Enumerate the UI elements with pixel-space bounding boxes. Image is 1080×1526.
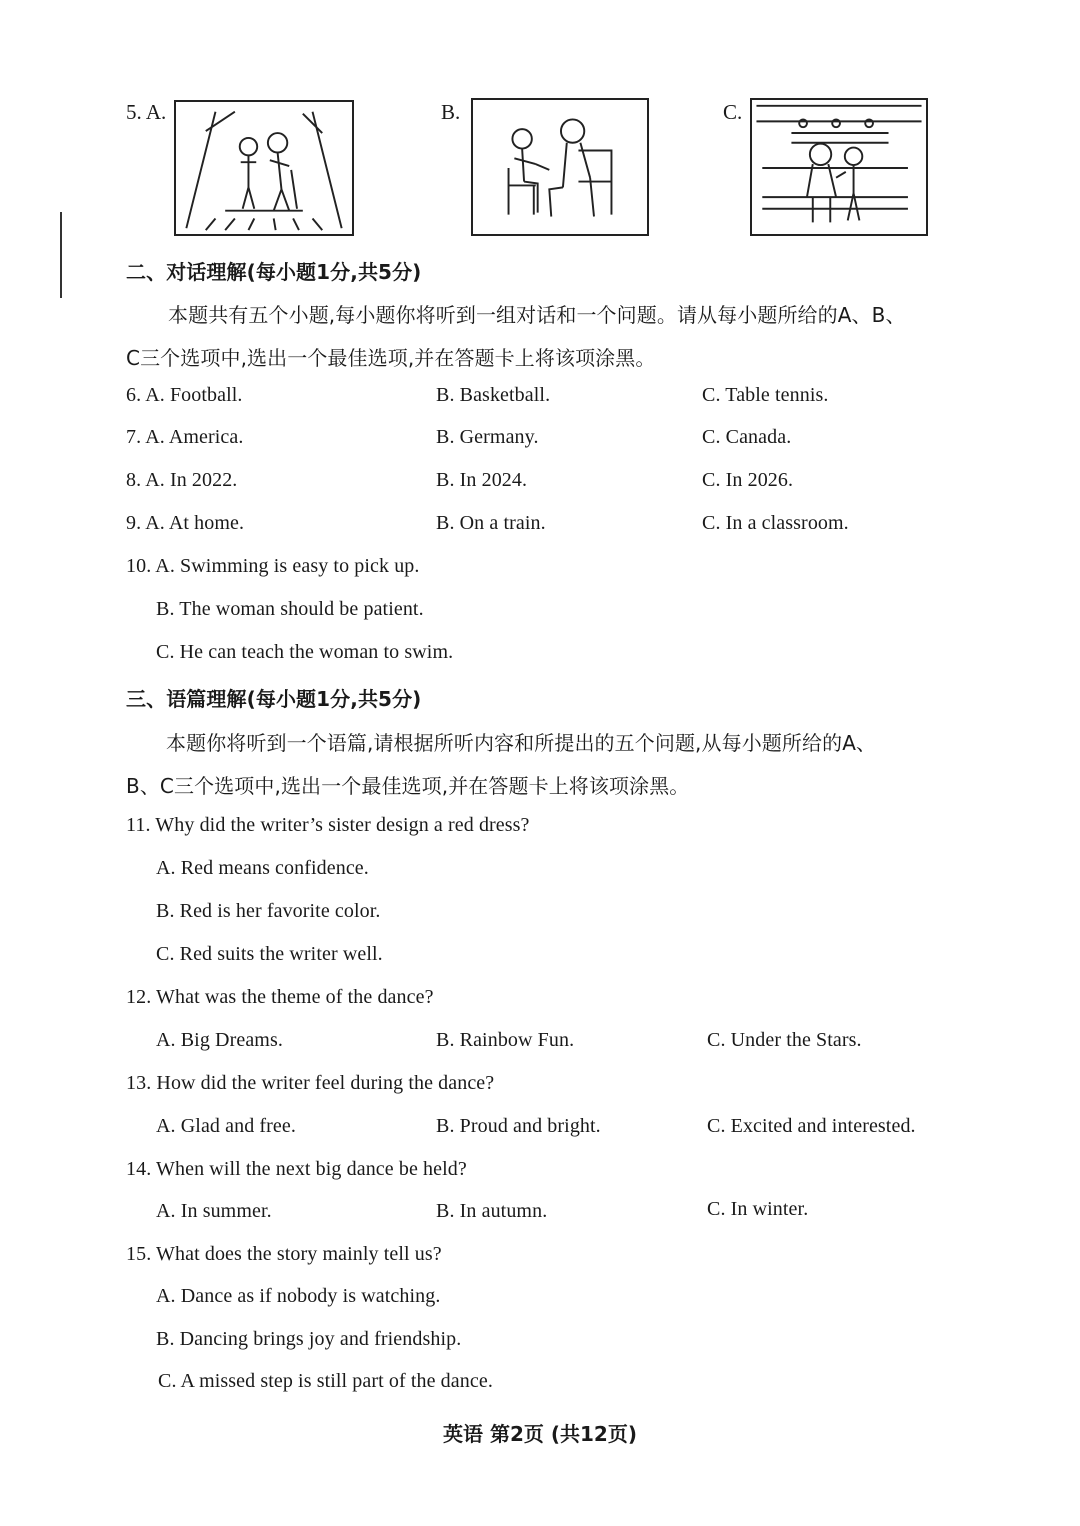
page-footer: 英语 第2页 (共12页) — [443, 1422, 637, 1446]
q11-stem: 11. Why did the writer’s sister design a red dress? — [126, 814, 530, 836]
crosswalk-helping-elderly-picture[interactable] — [174, 100, 354, 236]
q9-option-c[interactable]: C. In a classroom. — [702, 512, 849, 534]
q5-option-c-label: C. — [723, 100, 743, 124]
q13-option-a[interactable]: A. Glad and free. — [156, 1115, 296, 1137]
q11-option-a[interactable]: A. Red means confidence. — [156, 857, 369, 879]
q12-option-b[interactable]: B. Rainbow Fun. — [436, 1029, 575, 1051]
q11-option-c[interactable]: C. Red suits the writer well. — [156, 943, 383, 965]
q6-option-c[interactable]: C. Table tennis. — [702, 384, 829, 406]
q10-option-a[interactable]: 10. A. Swimming is easy to pick up. — [126, 555, 420, 577]
q15-option-b[interactable]: B. Dancing brings joy and friendship. — [156, 1328, 462, 1350]
margin-line — [60, 212, 62, 298]
giving-seat-on-bus-picture[interactable] — [750, 98, 928, 236]
q15-stem: 15. What does the story mainly tell us? — [126, 1243, 442, 1265]
section2-header: 二、对话理解(每小题1分,共5分) — [126, 260, 422, 284]
q8-option-c[interactable]: C. In 2026. — [702, 469, 794, 491]
q11-option-b[interactable]: B. Red is her favorite color. — [156, 900, 381, 922]
q14-option-c[interactable]: C. In winter. — [707, 1198, 809, 1220]
q5-option-b-label: B. — [441, 100, 461, 124]
q6-option-b[interactable]: B. Basketball. — [436, 384, 551, 406]
q14-stem: 14. When will the next big dance be held? — [126, 1158, 467, 1180]
section3-header: 三、语篇理解(每小题1分,共5分) — [126, 687, 422, 711]
q14-option-b[interactable]: B. In autumn. — [436, 1200, 548, 1222]
q7-option-b[interactable]: B. Germany. — [436, 426, 539, 448]
giving-seat-on-bus-icon — [752, 100, 926, 234]
q12-option-a[interactable]: A. Big Dreams. — [156, 1029, 283, 1051]
section2-instruction-line2: C三个选项中,选出一个最佳选项,并在答题卡上将该项涂黑。 — [126, 346, 656, 370]
q9-option-a[interactable]: 9. A. At home. — [126, 512, 245, 534]
q6-option-a[interactable]: 6. A. Football. — [126, 384, 243, 406]
q14-option-a[interactable]: A. In summer. — [156, 1200, 272, 1222]
section3-instruction-line1: 本题你将听到一个语篇,请根据所听内容和所提出的五个问题,从每小题所给的A、 — [166, 731, 877, 755]
q13-option-b[interactable]: B. Proud and bright. — [436, 1115, 601, 1137]
q8-option-b[interactable]: B. In 2024. — [436, 469, 528, 491]
q9-option-b[interactable]: B. On a train. — [436, 512, 546, 534]
q12-option-c[interactable]: C. Under the Stars. — [707, 1029, 862, 1051]
q13-stem: 13. How did the writer feel during the dance? — [126, 1072, 495, 1094]
q15-option-c[interactable]: C. A missed step is still part of the dance. — [158, 1370, 493, 1392]
q7-option-c[interactable]: C. Canada. — [702, 426, 792, 448]
chatting-with-elderly-icon — [473, 100, 647, 234]
q13-option-c[interactable]: C. Excited and interested. — [707, 1115, 916, 1137]
q10-option-b[interactable]: B. The woman should be patient. — [156, 598, 424, 620]
q10-option-c[interactable]: C. He can teach the woman to swim. — [156, 641, 454, 663]
chatting-with-elderly-picture[interactable] — [471, 98, 649, 236]
q12-stem: 12. What was the theme of the dance? — [126, 986, 434, 1008]
q5-number-label: 5. A. — [126, 100, 167, 124]
q7-option-a[interactable]: 7. A. America. — [126, 426, 244, 448]
crosswalk-helping-elderly-icon — [176, 102, 352, 234]
q15-option-a[interactable]: A. Dance as if nobody is watching. — [156, 1285, 441, 1307]
section2-instruction-line1: 本题共有五个小题,每小题你将听到一组对话和一个问题。请从每小题所给的A、B、 — [168, 303, 906, 327]
section3-instruction-line2: B、C三个选项中,选出一个最佳选项,并在答题卡上将该项涂黑。 — [126, 774, 690, 798]
q8-option-a[interactable]: 8. A. In 2022. — [126, 469, 238, 491]
